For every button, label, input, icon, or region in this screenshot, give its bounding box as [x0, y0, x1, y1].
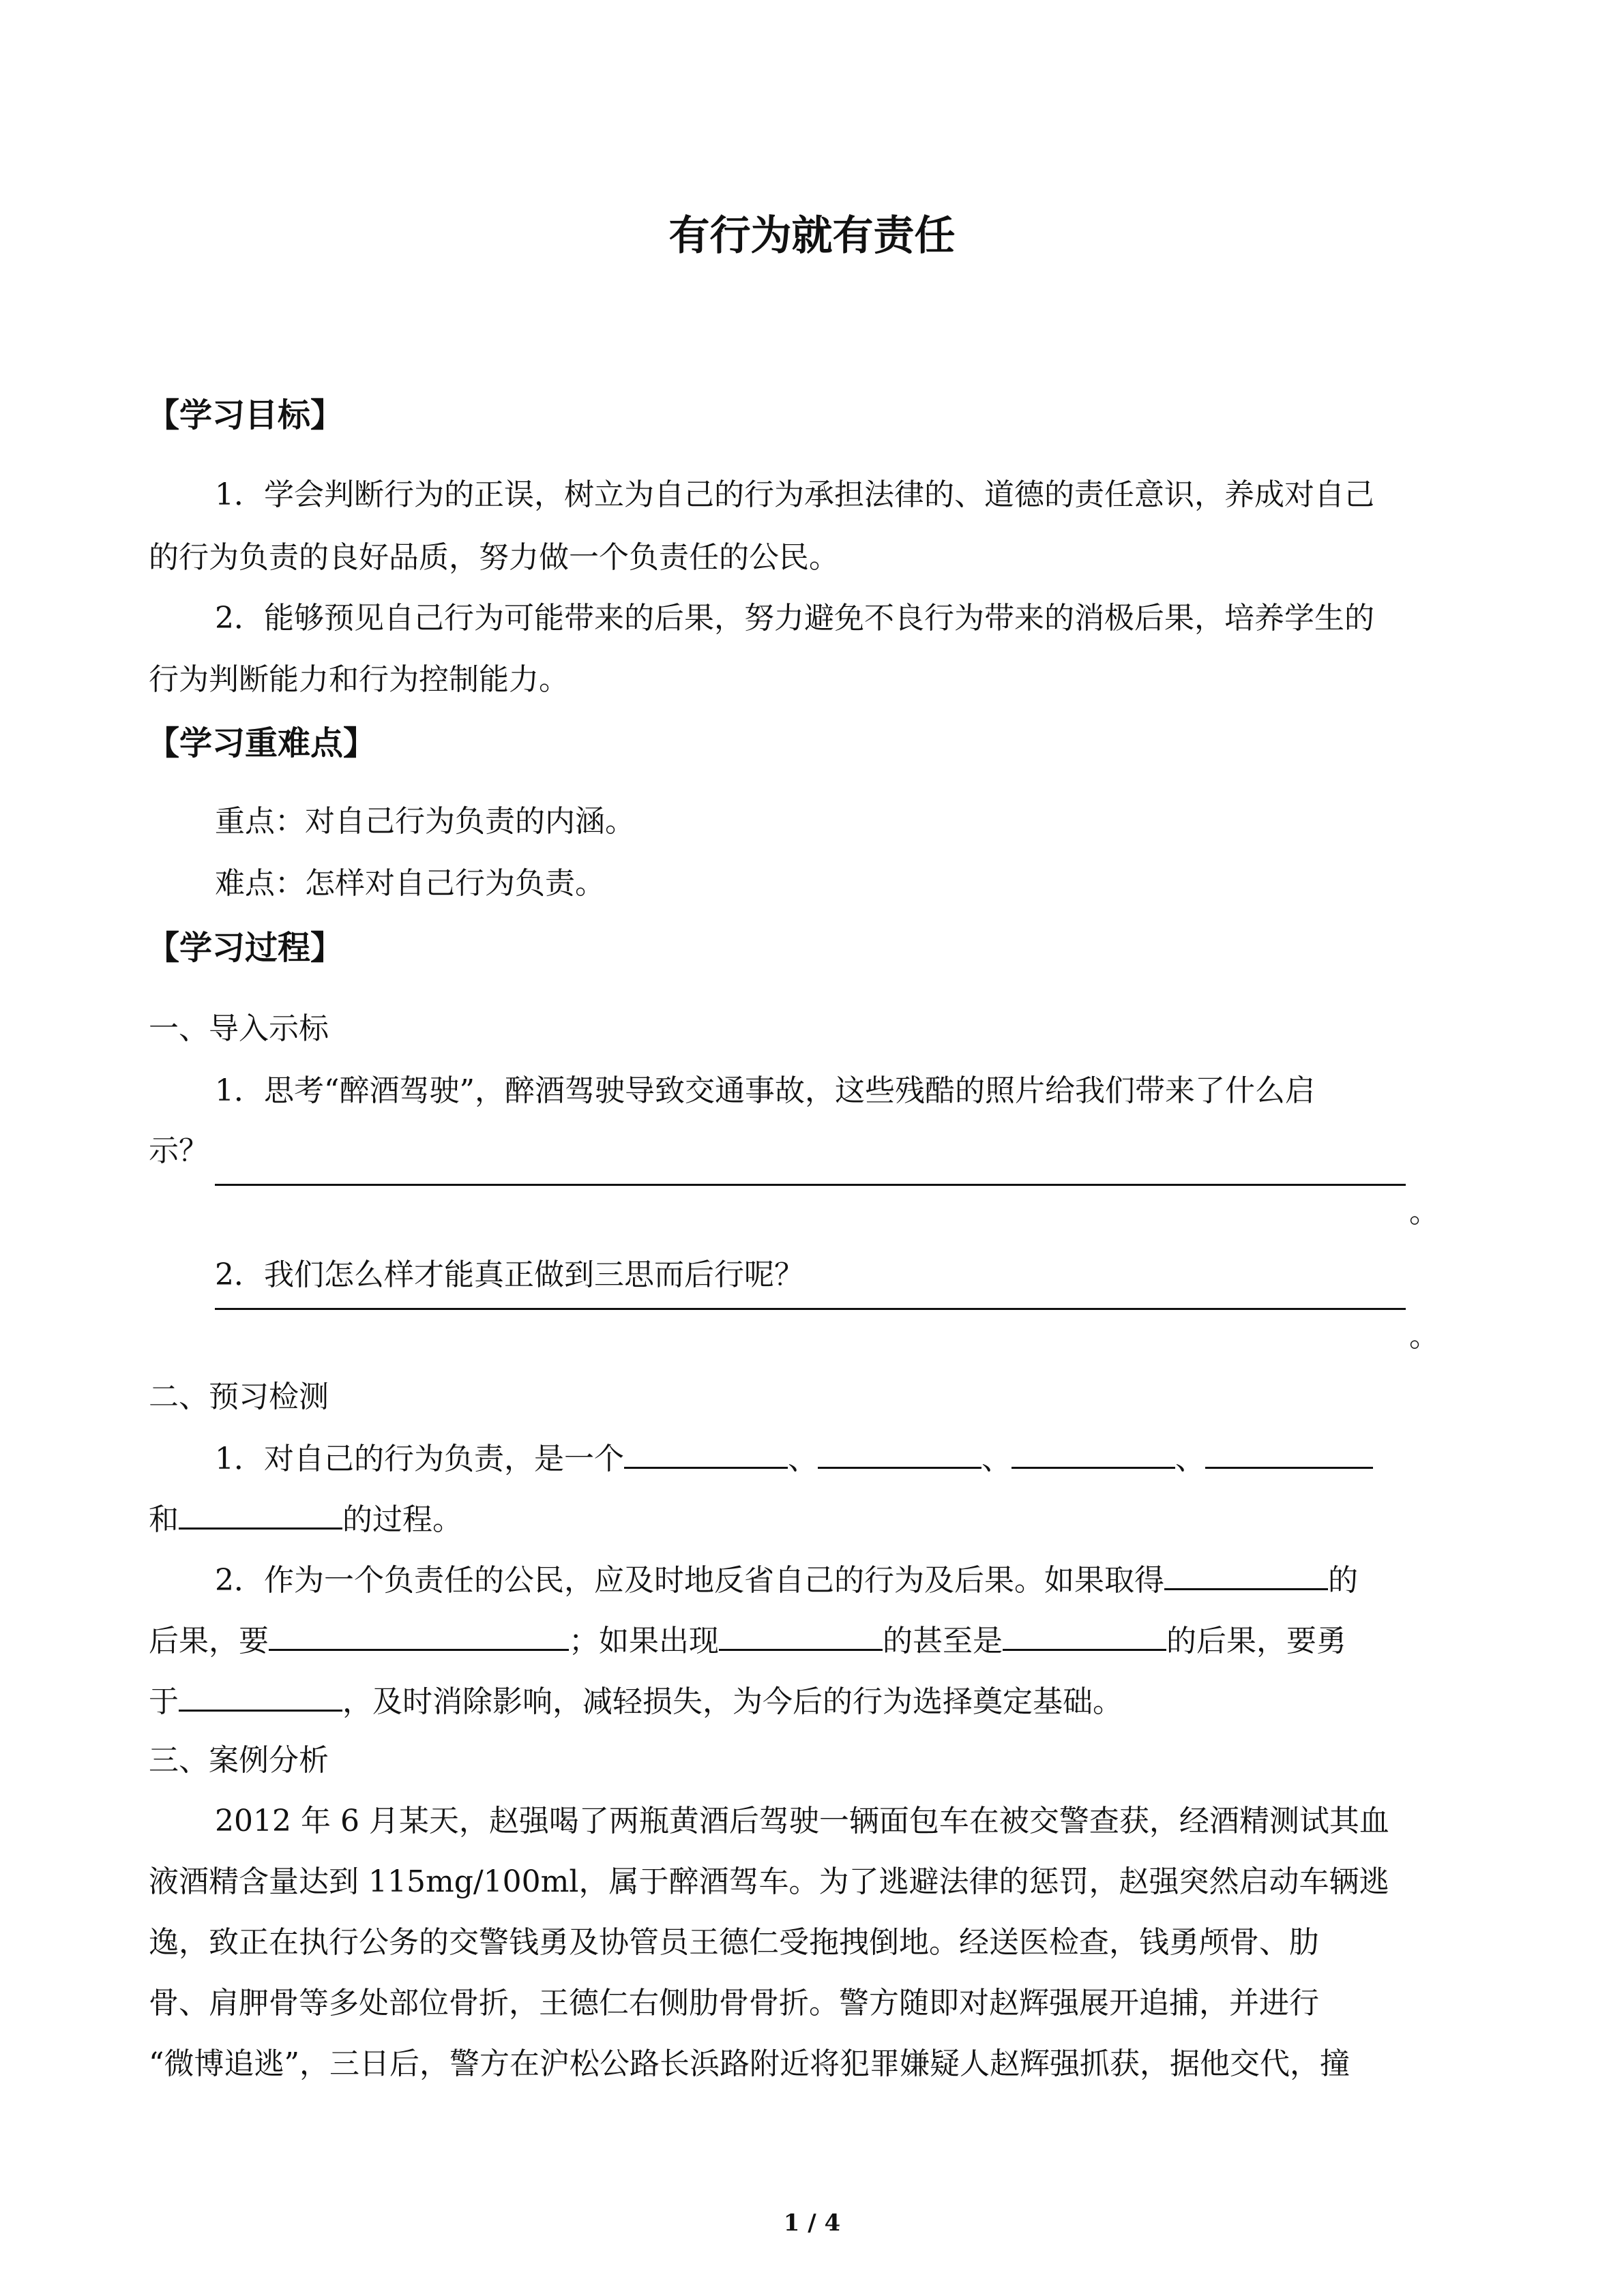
answer-line-1[interactable] [215, 1184, 1406, 1186]
case-paragraph-line-1: 2012 年 6 月某天，赵强喝了两瓶黄酒后驾驶一辆面包车在被交警查获，经酒精测试其血 [215, 1804, 1389, 1838]
page-title: 有行为就有责任 [668, 212, 956, 260]
preview-q2-text-c: 的甚至是 [883, 1624, 1003, 1658]
section-heading-process: 【学习过程】 [147, 929, 344, 967]
separator: 、 [1175, 1442, 1205, 1476]
separator: 、 [788, 1442, 818, 1476]
fill-blank[interactable] [1012, 1437, 1175, 1469]
goal-item-2-line-2: 行为判断能力和行为控制能力。 [149, 662, 569, 697]
preview-q1-prefix: 1．对自己的行为负责，是一个 [215, 1442, 624, 1476]
separator: 、 [981, 1442, 1012, 1476]
preview-q2-text-e: 于 [149, 1684, 179, 1719]
fill-blank[interactable] [818, 1437, 981, 1469]
preview-question-2-line-3 [149, 1680, 1123, 1723]
fill-blank[interactable] [719, 1619, 883, 1651]
preview-q2-prefix: 2．作为一个负责任的公民，应及时地反省自己的行为及后果。如果取得 [215, 1563, 1164, 1598]
answer-line-1-end: 。 [1409, 1195, 1439, 1229]
preview-q2-text-f: ，及时消除影响，减轻损失，为今后的行为选择奠定基础。 [342, 1684, 1123, 1719]
preview-q1-and: 和 [149, 1502, 179, 1537]
goal-item-2-line-1: 2．能够预见自己行为可能带来的后果，努力避免不良行为带来的消极后果，培养学生的 [215, 601, 1374, 636]
answer-line-2-end: 。 [1409, 1319, 1439, 1354]
part-1-heading: 一、导入示标 [149, 1011, 329, 1046]
page-number: 1 / 4 [783, 2209, 841, 2237]
fill-blank[interactable] [269, 1619, 569, 1651]
preview-question-1-line-2 [149, 1497, 462, 1540]
fill-blank[interactable] [179, 1497, 342, 1530]
difficult-point: 难点：怎样对自己行为负责。 [215, 866, 605, 901]
preview-q1-suffix: 的过程。 [342, 1502, 462, 1537]
fill-blank[interactable] [1205, 1437, 1373, 1469]
part-3-heading: 三、案例分析 [149, 1743, 329, 1778]
answer-line-2[interactable] [215, 1308, 1406, 1310]
part-2-heading: 二、预习检测 [149, 1380, 329, 1414]
fill-blank[interactable] [1164, 1558, 1328, 1590]
intro-question-2: 2．我们怎么样才能真正做到三思而后行呢？ [215, 1257, 804, 1292]
fill-blank[interactable] [179, 1680, 342, 1712]
fill-blank[interactable] [1003, 1619, 1166, 1651]
intro-question-1-line-1: 1．思考“醉酒驾驶”，醉酒驾驶导致交通事故，这些残酷的照片给我们带来了什么启 [215, 1073, 1315, 1108]
preview-q2-suffix: 的 [1328, 1563, 1358, 1598]
goal-item-1-line-1: 1．学会判断行为的正误，树立为自己的行为承担法律的、道德的责任意识，养成对自己 [215, 477, 1374, 512]
preview-question-1-line-1 [215, 1437, 1373, 1480]
key-point: 重点：对自己行为负责的内涵。 [215, 804, 635, 839]
intro-question-1-line-2: 示？ [149, 1133, 209, 1168]
case-paragraph-line-3: 逸，致正在执行公务的交警钱勇及协管员王德仁受拖拽倒地。经送医检查，钱勇颅骨、肋 [149, 1925, 1319, 1960]
fill-blank[interactable] [624, 1437, 788, 1469]
preview-q2-text-b: ；如果出现 [569, 1624, 719, 1658]
case-paragraph-line-2: 液酒精含量达到 115mg/100ml，属于醉酒驾车。为了逃避法律的惩罚，赵强突然启动车辆逃 [149, 1864, 1389, 1899]
section-heading-goals: 【学习目标】 [147, 396, 344, 434]
goal-item-1-line-2: 的行为负责的良好品质，努力做一个负责任的公民。 [149, 540, 839, 575]
preview-question-2-line-1 [215, 1558, 1358, 1601]
preview-question-2-line-2 [149, 1619, 1346, 1662]
preview-q2-text-d: 的后果，要勇 [1166, 1624, 1346, 1658]
case-paragraph-line-4: 骨、肩胛骨等多处部位骨折，王德仁右侧肋骨骨折。警方随即对赵辉强展开追捕，并进行 [149, 1986, 1319, 2021]
section-heading-keypoints: 【学习重难点】 [147, 724, 377, 762]
preview-q2-text-a: 后果，要 [149, 1624, 269, 1658]
case-paragraph-line-5: “微博追逃”，三日后，警方在沪松公路长浜路附近将犯罪嫌疑人赵辉强抓获，据他交代，撞 [149, 2046, 1350, 2081]
